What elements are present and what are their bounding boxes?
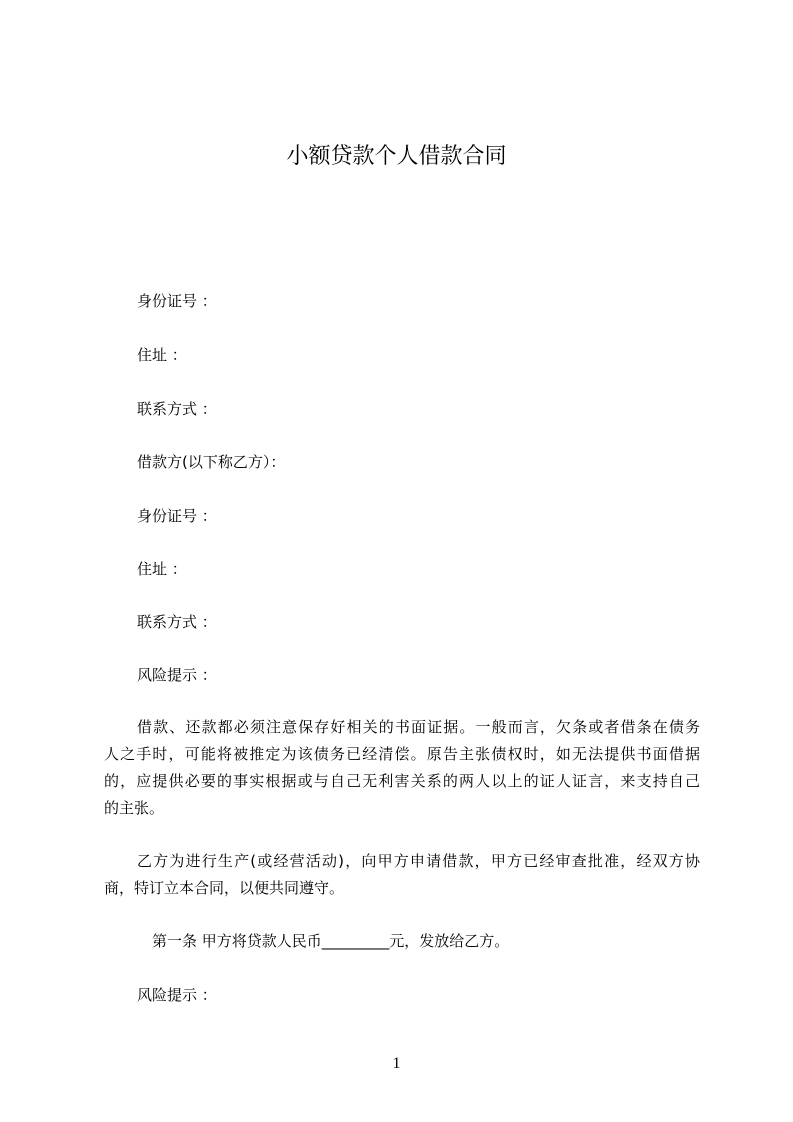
id-number-label-lender: 身份证号 ： bbox=[137, 292, 217, 310]
borrower-label: 借款方(以下称乙方）： bbox=[137, 453, 286, 471]
risk-notice-label: 风险提示 ： bbox=[137, 666, 217, 684]
paragraph-line: 人之手时，可能将被推定为该债务已经清偿。原告主张债权时，如无法提供书面借据 bbox=[104, 745, 700, 763]
contact-label-borrower: 联系方式 ： bbox=[137, 613, 217, 631]
paragraph-line: 乙方为进行生产(或经营活动)，向甲方申请借款，甲方已经审查批准，经双方协 bbox=[137, 852, 700, 870]
document-title: 小额贷款个人借款合同 bbox=[286, 144, 507, 169]
article-1: 第一条 甲方将贷款人民币_________元，发放给乙方。 bbox=[152, 932, 510, 950]
contact-label-lender: 联系方式 ： bbox=[137, 400, 217, 418]
page-number: 1 bbox=[392, 1055, 401, 1072]
paragraph-line: 借款、还款都必须注意保存好相关的书面证据。一般而言，欠条或者借条在债务 bbox=[137, 718, 700, 736]
address-label-lender: 住址 ： bbox=[137, 346, 187, 364]
risk-notice-label-2: 风险提示 ： bbox=[137, 986, 217, 1004]
address-label-borrower: 住址 ： bbox=[137, 560, 187, 578]
paragraph-line: 的，应提供必要的事实根据或与自己无利害关系的两人以上的证人证言，来支持自己 bbox=[104, 772, 700, 790]
id-number-label-borrower: 身份证号 ： bbox=[137, 507, 217, 525]
paragraph-line: 的主张。 bbox=[104, 799, 165, 817]
paragraph-line: 商，特订立本合同，以便共同遵守。 bbox=[104, 879, 345, 897]
